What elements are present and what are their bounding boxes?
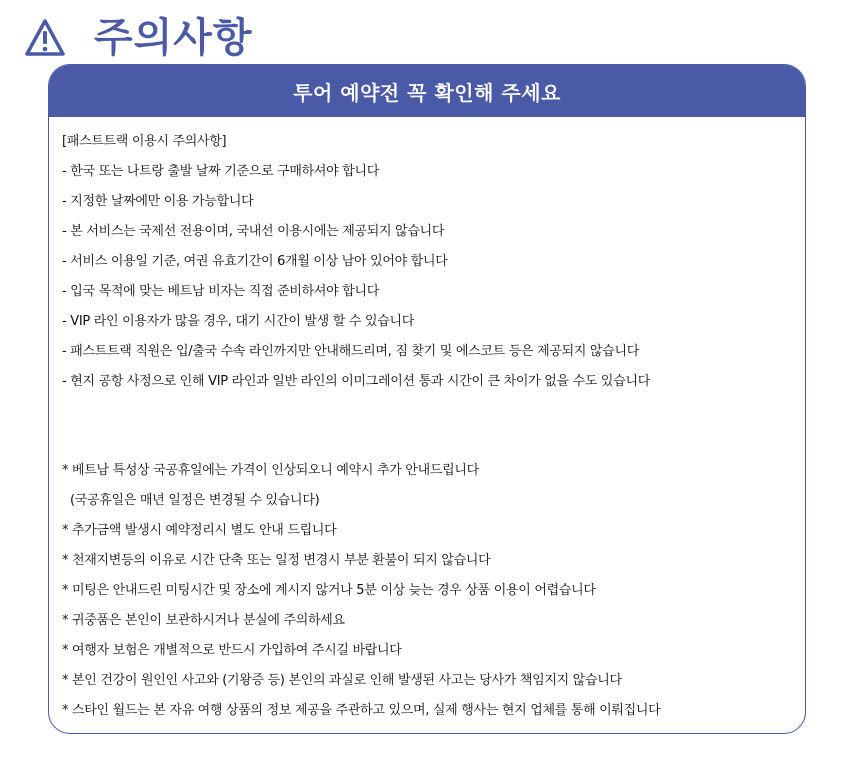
- page-header: [24, 12, 253, 64]
- section-fasttrack-title: [패스트트랙 이용시 주의사항]: [62, 134, 227, 149]
- notice-item: * 귀중품은 본인이 보관하시거나 분실에 주의하세요: [62, 613, 345, 628]
- notice-box: [48, 64, 806, 734]
- notice-item: * 천재지변등의 이유로 시간 단축 또는 일정 변경시 부분 환불이 되지 않습니다: [62, 553, 491, 568]
- notice-banner: 투어 예약전 꼭 확인해 주세요: [49, 65, 805, 117]
- notice-subnote: (국공휴일은 매년 일정은 변경될 수 있습니다): [70, 493, 320, 508]
- notice-item: * 스타인 월드는 본 자유 여행 상품의 정보 제공을 주관하고 있으며, 실제 행사는 현지 업체를 통해 이뤄집니다: [62, 703, 661, 718]
- warning-triangle-icon: [24, 18, 66, 58]
- fasttrack-item: - 본 서비스는 국제선 전용이며, 국내선 이용시에는 제공되지 않습니다: [62, 224, 445, 239]
- notice-item: * 미팅은 안내드린 미팅시간 및 장소에 계시지 않거나 5분 이상 늦는 경우 상품 이용이 어렵습니다: [62, 583, 596, 598]
- notice-item: * 본인 건강이 원인인 사고와 (기왕증 등) 본인의 과실로 인해 발생된 사고는 당사가 책임지지 않습니다: [62, 673, 622, 688]
- page-title: 주의사항: [94, 15, 253, 61]
- fasttrack-item: - 입국 목적에 맞는 베트남 비자는 직접 준비하셔야 합니다: [62, 284, 379, 299]
- fasttrack-item: - 서비스 이용일 기준, 여권 유효기간이 6개월 이상 남아 있어야 합니다: [62, 254, 448, 269]
- fasttrack-item: - 한국 또는 나트랑 출발 날짜 기준으로 구매하셔야 합니다: [62, 164, 379, 179]
- fasttrack-item: - 패스트트랙 직원은 입/출국 수속 라인까지만 안내해드리며, 짐 찾기 및 에스코트 등은 제공되지 않습니다: [62, 344, 639, 359]
- fasttrack-item: - 지정한 날짜에만 이용 가능합니다: [62, 194, 254, 209]
- fasttrack-item: - VIP 라인 이용자가 많을 경우, 대기 시간이 발생 할 수 있습니다: [62, 314, 414, 329]
- notice-item: * 베트남 특성상 국공휴일에는 가격이 인상되오니 예약시 추가 안내드립니다: [62, 463, 479, 478]
- fasttrack-item: - 현지 공항 사정으로 인해 VIP 라인과 일반 라인의 이미그레이션 통과 시간이 큰 차이가 없을 수도 있습니다: [62, 374, 650, 389]
- notice-item: * 여행자 보험은 개별적으로 반드시 가입하여 주시길 바랍니다: [62, 643, 402, 658]
- section-spacer: [62, 397, 805, 456]
- notice-content: [49, 117, 805, 726]
- notice-item: * 추가금액 발생시 예약정리시 별도 안내 드립니다: [62, 523, 337, 538]
